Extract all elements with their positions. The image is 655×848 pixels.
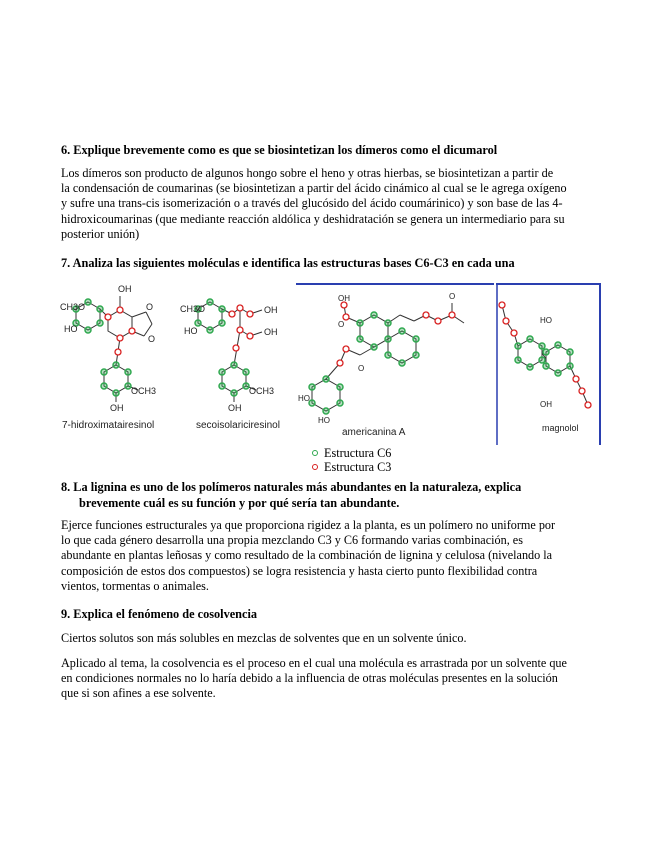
- question-8-title: [61, 479, 521, 511]
- answer-line: composición de estos dos compuestos) se logra resistencia y hasta cierto punto flexibilidad contra: [61, 563, 538, 578]
- title-line: brevemente cuál es su función y por qué sería tan abundante.: [79, 496, 400, 510]
- legend-label: Estructura C6: [324, 446, 392, 460]
- label-oh: OH: [110, 403, 124, 413]
- question-8-answer: [61, 518, 606, 594]
- answer-line: Aplicado al tema, la cosolvencia es el proceso en el cual una molécula es arrastrada por un solvente que: [61, 656, 567, 670]
- legend-item-c6: [312, 446, 391, 460]
- answer-line: en condiciones normales no lo haría debido a la influencia de otras moléculas presentes en la solución: [61, 671, 558, 686]
- answer-line: vientos, tormentas o animales.: [61, 578, 209, 593]
- molecule-americanina-a: [296, 283, 494, 445]
- question-9-paragraph-1: Ciertos solutos son más solubles en mezclas de solventes que en un solvente único.: [61, 631, 467, 645]
- label-o: O: [146, 302, 154, 312]
- label-o: O: [148, 334, 156, 344]
- question-6-title: 6. Explique brevemente como es que se biosintetizan los dímeros como el dicumarol: [61, 143, 498, 157]
- molecule-name: americanina A: [342, 427, 406, 438]
- molecule-magnolol: [496, 283, 604, 445]
- answer-line: hidroxicoumarinas (que mediante reacción aldólica y deshidratación se genera un intermediario para su: [61, 211, 565, 226]
- answer-line: posterior unión): [61, 226, 140, 241]
- molecule-name: 7-hidroximatairesinol: [62, 420, 155, 431]
- answer-line: abundante en plantas leñosas y como resultado de la combinación de lignina y celulosa (nivelando la: [61, 548, 553, 563]
- question-9-title: 9. Explica el fenómeno de cosolvencia: [61, 607, 258, 621]
- question-6-answer: [61, 166, 606, 242]
- label-oh: OH: [264, 305, 278, 315]
- label-o: O: [449, 292, 456, 301]
- question-7-title: 7. Analiza las siguientes moléculas e identifica las estructuras bases C6-C3 en cada una: [61, 256, 515, 270]
- legend-label: Estructura C3: [324, 460, 392, 474]
- label-o: O: [338, 320, 345, 329]
- label-och3: OCH3: [131, 386, 157, 396]
- label-ho: HO: [64, 324, 78, 334]
- title-line: 8. La lignina es uno de los polímeros naturales más abundantes en la naturaleza, explica: [61, 480, 522, 494]
- label-oh: OH: [264, 327, 278, 337]
- answer-line: y sufre una trans-cis isomerización o a través del glucósido del ácido coumárinico) y son base de las 4-: [61, 196, 563, 211]
- label-o: O: [358, 364, 365, 373]
- label-oh: OH: [118, 284, 132, 294]
- answer-line: Ejerce funciones estructurales ya que proporciona rigidez a la planta, es un polímero no uniforme por: [61, 518, 556, 532]
- label-oh: OH: [540, 400, 552, 409]
- label-ho: HO: [540, 316, 552, 325]
- molecule-secoisolariciresinol: [178, 280, 288, 440]
- answer-line: la condensación de coumarinas (se biosintetizan a partir del ácido cinámico al cual se le agrega oxígeno: [61, 181, 567, 196]
- label-ho: HO: [184, 326, 198, 336]
- label-oh: OH: [228, 403, 242, 413]
- red-circle-icon: [312, 464, 318, 470]
- molecule-name: secoisolariciresinol: [196, 420, 280, 431]
- label-ho: HO: [298, 394, 310, 403]
- molecule-7-hidroximatairesinol: [58, 280, 178, 440]
- label-och3: OCH3: [249, 386, 275, 396]
- label-ch3o: CH3O: [180, 304, 206, 314]
- label-ch3o: CH3O: [60, 302, 86, 312]
- answer-line: Los dímeros son producto de algunos hongo sobre el heno y otras hierbas, se biosintetizan a partir de: [61, 166, 554, 180]
- answer-line: que si son afines a ese solvente.: [61, 686, 216, 701]
- structure-legend: [312, 446, 391, 474]
- question-9-paragraph-2: [61, 656, 606, 702]
- molecule-name: magnolol: [542, 423, 579, 433]
- green-circle-icon: [312, 450, 318, 456]
- label-ho: HO: [318, 416, 330, 425]
- answer-line: lo que cada género desarrolla una propia mezclando C3 y C6 formando varias combinación, es: [61, 533, 523, 548]
- label-oh: OH: [338, 294, 350, 303]
- legend-item-c3: [312, 460, 391, 474]
